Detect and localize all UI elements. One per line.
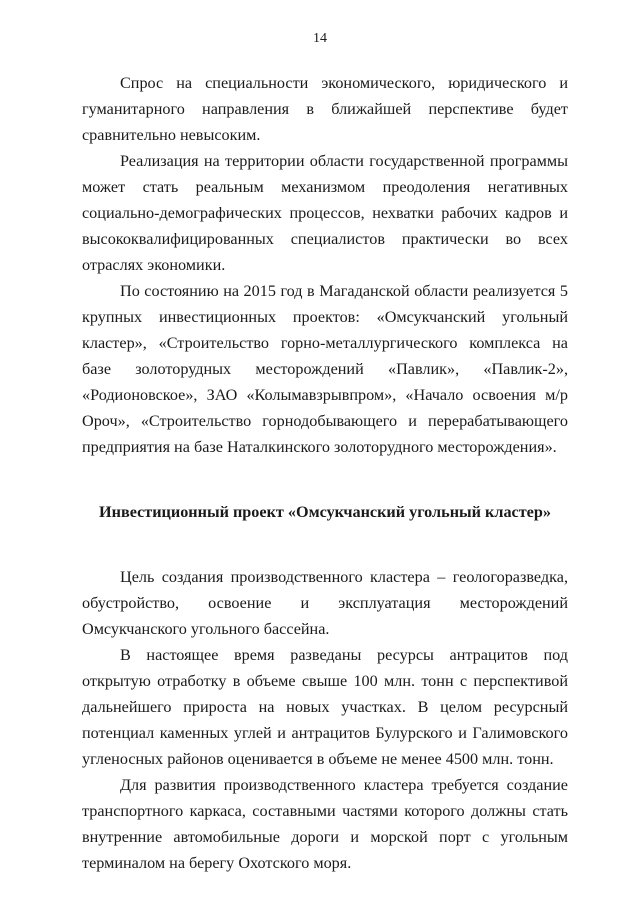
paragraph: Цель создания производственного кластера – геологоразведка, обустройство, освоение и эксплуатация месторождений Омсукчанского угольного бассейна. [82,568,568,638]
paragraph: По состоянию на 2015 год в Магаданской области реализуется 5 крупных инвестиционных проектов: «Омсукчанский угольный кластер», «Строительство горно-металлургического комплекса на базе золоторудных месторождений «Павлик», «Павлик-2», «Родионовское», ЗАО «Колымавзрывпром», «Начало освоения м/р Ороч», «Строительство горнодобывающего и перерабатывающего предприятия на базе Наталкинского золоторудного месторождения». [82,282,568,456]
section-heading: Инвестиционный проект «Омсукчанский угольный кластер» [99,503,551,521]
paragraph: Для развития производственного кластера требуется создание транспортного каркаса, составными частями которого должны стать внутренние автомобильные дороги и морской порт с угольным терминалом на берегу Охотского моря. [82,776,568,872]
paragraph: Реализация на территории области государственной программы может стать реальным механизмом преодоления негативных социально-демографических процессов, нехватки рабочих кадров и высококвалифицированных специалистов практически во всех отраслях экономики. [82,152,568,274]
document-body [82,70,568,876]
page-number: 14 [313,31,327,46]
paragraph: В настоящее время разведаны ресурсы антрацитов под открытую отработку в объеме свыше 100 млн. тонн с перспективой дальнейшего прироста на новых участках. В целом ресурсный потенциал каменных углей и антрацитов Булурского и Галимовского угленосных районов оценивается в объеме не менее 4500 млн. тонн. [82,646,568,768]
paragraph: Спрос на специальности экономического, юридического и гуманитарного направления в ближайшей перспективе будет сравнительно невысоким. [82,74,568,144]
